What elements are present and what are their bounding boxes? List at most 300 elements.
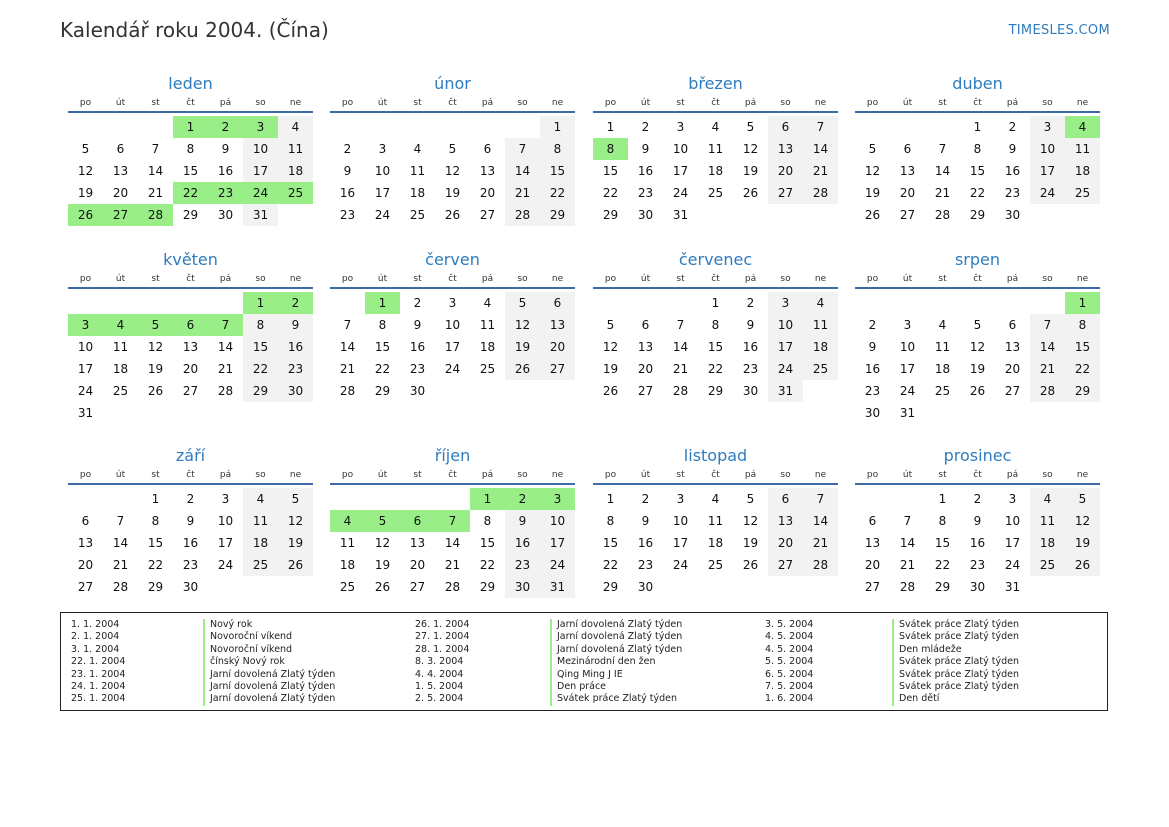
day-cell: 29 [182, 208, 199, 222]
month-title: duben [952, 74, 1003, 93]
empty-cell [733, 204, 768, 226]
empty-cell [890, 116, 925, 138]
day-cell: 21 [112, 558, 129, 572]
day-cell: 10 [768, 314, 803, 336]
day-cell: 6 [903, 142, 912, 156]
day-cell: 7 [903, 514, 912, 528]
holiday-date: 6. 5. 2004 [765, 668, 814, 680]
empty-cell [890, 488, 925, 510]
day-cell: 12 [742, 514, 759, 528]
week-row [68, 292, 313, 314]
weekday-label: st [151, 470, 160, 480]
day-cell: 2 [868, 318, 877, 332]
day-cell: 19 [444, 186, 461, 200]
weekday-label: po [79, 470, 92, 480]
day-cell: 1 [470, 488, 505, 510]
weekday-header [593, 272, 838, 289]
day-cell: 4 [711, 120, 720, 134]
day-cell: 5 [973, 318, 982, 332]
day-cell: 10 [77, 340, 94, 354]
day-cell: 6 [483, 142, 492, 156]
holiday-name: Svátek práce Zlatý týden [899, 619, 1019, 630]
weekday-label: út [115, 274, 126, 284]
day-cell: 20 [1004, 362, 1021, 376]
day-cell: 13 [540, 314, 575, 336]
day-cell: 12 [864, 164, 881, 178]
week-row [855, 314, 1100, 336]
day-cell: 18 [112, 362, 129, 376]
day-cell: 26 [969, 384, 986, 398]
week-row [855, 510, 1100, 532]
day-cell: 2 [413, 296, 422, 310]
day-cell: 28 [899, 580, 916, 594]
week-row [855, 160, 1100, 182]
day-cell: 22 [540, 182, 575, 204]
month-title: listopad [683, 446, 748, 465]
day-cell: 6 [768, 488, 803, 510]
month-září [68, 444, 313, 598]
weekday-label: so [1042, 98, 1053, 108]
empty-cell [330, 116, 365, 138]
day-cell: 28 [803, 182, 838, 204]
holiday-date: 26. 1. 2004 [415, 619, 470, 630]
holiday-date: 2. 1. 2004 [71, 631, 120, 643]
day-cell: 18 [479, 340, 496, 354]
month-prosinec [855, 444, 1100, 598]
empty-cell [278, 204, 313, 226]
day-cell: 8 [593, 138, 628, 160]
month-title: prosinec [943, 446, 1012, 465]
day-cell: 19 [374, 558, 391, 572]
day-cell: 17 [899, 362, 916, 376]
weekday-label: út [115, 98, 126, 108]
empty-cell [435, 116, 470, 138]
day-cell: 20 [768, 532, 803, 554]
day-cell: 9 [505, 510, 540, 532]
day-cell: 3 [903, 318, 912, 332]
weekday-label: so [780, 98, 791, 108]
holiday-name: Den mládeže [899, 643, 962, 655]
day-cell: 31 [899, 406, 916, 420]
day-cell: 27 [864, 580, 881, 594]
day-cell: 24 [217, 558, 234, 572]
weekday-label: ne [551, 98, 564, 108]
day-cell: 2 [746, 296, 755, 310]
week-row [593, 292, 838, 314]
weekday-label: po [79, 98, 92, 108]
holiday-date: 1. 6. 2004 [765, 693, 814, 705]
weekday-label: ne [551, 274, 564, 284]
empty-cell [925, 116, 960, 138]
day-cell: 5 [138, 314, 173, 336]
day-cell: 17 [1004, 536, 1021, 550]
week-row [68, 358, 313, 380]
day-cell: 28 [1030, 380, 1065, 402]
weekday-label: so [1042, 274, 1053, 284]
empty-cell [365, 116, 400, 138]
day-cell: 23 [1004, 186, 1021, 200]
empty-cell [925, 292, 960, 314]
week-row [68, 554, 313, 576]
day-cell: 12 [969, 340, 986, 354]
month-title: září [175, 446, 206, 465]
day-cell: 28 [138, 204, 173, 226]
day-cell: 4 [330, 510, 365, 532]
day-cell: 4 [278, 116, 313, 138]
day-cell: 2 [1008, 120, 1017, 134]
day-cell: 30 [637, 208, 654, 222]
day-cell: 2 [641, 120, 650, 134]
week-row [330, 204, 575, 226]
day-cell: 1 [243, 292, 278, 314]
empty-cell [365, 488, 400, 510]
holiday-date: 25. 1. 2004 [71, 693, 126, 705]
day-cell: 19 [969, 362, 986, 376]
week-row [593, 182, 838, 204]
day-cell: 15 [182, 164, 199, 178]
weekday-header [855, 272, 1100, 289]
day-cell: 25 [1065, 182, 1100, 204]
weekday-label: čt [973, 470, 982, 480]
day-cell: 13 [768, 138, 803, 160]
day-cell: 9 [413, 318, 422, 332]
week-row [68, 532, 313, 554]
weekday-label: st [413, 470, 422, 480]
day-cell: 4 [413, 142, 422, 156]
day-cell: 7 [116, 514, 125, 528]
empty-cell [855, 116, 890, 138]
day-cell: 13 [182, 340, 199, 354]
day-cell: 4 [103, 314, 138, 336]
day-cell: 14 [505, 160, 540, 182]
day-cell: 29 [147, 580, 164, 594]
empty-cell [803, 204, 838, 226]
day-cell: 18 [243, 532, 278, 554]
week-row [68, 116, 313, 138]
day-cell: 25 [479, 362, 496, 376]
day-cell: 7 [505, 138, 540, 160]
holiday-date: 2. 5. 2004 [415, 693, 464, 705]
day-cell: 3 [243, 116, 278, 138]
day-cell: 21 [803, 160, 838, 182]
day-cell: 12 [278, 510, 313, 532]
month-březen [593, 72, 838, 226]
empty-cell [173, 292, 208, 314]
day-cell: 22 [243, 358, 278, 380]
day-cell: 31 [768, 380, 803, 402]
day-cell: 7 [938, 142, 947, 156]
day-cell: 20 [112, 186, 129, 200]
day-cell: 11 [803, 314, 838, 336]
weekday-label: ne [289, 470, 302, 480]
day-cell: 28 [217, 384, 234, 398]
day-cell: 26 [444, 208, 461, 222]
day-cell: 23 [208, 182, 243, 204]
day-cell: 14 [339, 340, 356, 354]
day-cell: 3 [768, 292, 803, 314]
day-cell: 20 [77, 558, 94, 572]
holiday-name: Jarní dovolená Zlatý týden [557, 631, 683, 643]
empty-cell [733, 576, 768, 598]
weekday-header [593, 96, 838, 113]
day-cell: 22 [707, 362, 724, 376]
day-cell: 6 [400, 510, 435, 532]
day-cell: 31 [77, 406, 94, 420]
holiday-dates-column [765, 619, 813, 706]
day-cell: 19 [1065, 532, 1100, 554]
day-cell: 13 [1004, 340, 1021, 354]
empty-cell [278, 402, 313, 424]
day-cell: 8 [606, 514, 615, 528]
holiday-date: 28. 1. 2004 [415, 643, 470, 655]
day-cell: 30 [505, 576, 540, 598]
day-cell: 1 [1065, 292, 1100, 314]
empty-cell [138, 292, 173, 314]
day-cell: 12 [147, 340, 164, 354]
empty-cell [68, 116, 103, 138]
weekday-label: čt [186, 470, 195, 480]
day-cell: 11 [1030, 510, 1065, 532]
day-cell: 12 [374, 536, 391, 550]
week-row [855, 380, 1100, 402]
day-cell: 6 [641, 318, 650, 332]
holiday-name: Qing Ming J IE [557, 668, 623, 680]
day-cell: 30 [969, 580, 986, 594]
week-row [855, 336, 1100, 358]
day-cell: 23 [742, 362, 759, 376]
site-link[interactable]: TIMESLES.COM [1008, 23, 1110, 38]
weekday-label: ne [814, 470, 827, 480]
week-row [855, 532, 1100, 554]
day-cell: 14 [934, 164, 951, 178]
weekday-header [68, 468, 313, 485]
day-cell: 27 [768, 554, 803, 576]
day-cell: 14 [803, 138, 838, 160]
empty-cell [1030, 292, 1065, 314]
weekday-label: ne [814, 274, 827, 284]
empty-cell [890, 292, 925, 314]
month-červen [330, 248, 575, 402]
weekday-header [330, 96, 575, 113]
day-cell: 16 [217, 164, 234, 178]
day-cell: 14 [217, 340, 234, 354]
empty-cell [103, 488, 138, 510]
day-cell: 13 [637, 340, 654, 354]
holiday-name: Novoroční víkend [210, 643, 293, 655]
day-cell: 14 [672, 340, 689, 354]
day-cell: 11 [1065, 138, 1100, 160]
day-cell: 22 [147, 558, 164, 572]
month-title: červen [425, 250, 480, 269]
day-cell: 13 [77, 536, 94, 550]
holiday-date: 7. 5. 2004 [765, 680, 814, 692]
day-cell: 1 [606, 120, 615, 134]
empty-cell [138, 116, 173, 138]
empty-cell [593, 292, 628, 314]
day-cell: 30 [409, 384, 426, 398]
weekday-label: st [676, 98, 685, 108]
day-cell: 21 [1030, 358, 1065, 380]
holiday-name: Svátek práce Zlatý týden [557, 693, 677, 705]
day-cell: 24 [899, 384, 916, 398]
day-cell: 22 [1065, 358, 1100, 380]
day-cell: 15 [479, 536, 496, 550]
week-row [68, 402, 313, 424]
day-cell: 15 [602, 536, 619, 550]
empty-cell [208, 402, 243, 424]
week-row [68, 138, 313, 160]
day-cell: 23 [278, 358, 313, 380]
holiday-names-column [203, 619, 335, 706]
week-row [330, 336, 575, 358]
day-cell: 13 [479, 164, 496, 178]
day-cell: 20 [864, 558, 881, 572]
weekday-label: po [866, 470, 879, 480]
holiday-name: Svátek práce Zlatý týden [899, 680, 1019, 692]
month-leden [68, 72, 313, 226]
empty-cell [103, 402, 138, 424]
weekday-label: út [377, 98, 388, 108]
week-row [330, 138, 575, 160]
weekday-header [593, 468, 838, 485]
empty-cell [855, 292, 890, 314]
day-cell: 30 [1004, 208, 1021, 222]
day-cell: 11 [707, 514, 724, 528]
weekday-label: po [341, 98, 354, 108]
day-cell: 14 [899, 536, 916, 550]
day-cell: 5 [746, 492, 755, 506]
day-cell: 11 [339, 536, 356, 550]
week-row [68, 380, 313, 402]
weekday-label: ne [1076, 98, 1089, 108]
day-cell: 28 [505, 204, 540, 226]
day-cell: 28 [339, 384, 356, 398]
empty-cell [960, 292, 995, 314]
weekday-label: po [341, 470, 354, 480]
empty-cell [470, 116, 505, 138]
day-cell: 18 [1065, 160, 1100, 182]
day-cell: 19 [864, 186, 881, 200]
day-cell: 24 [672, 558, 689, 572]
holiday-date: 27. 1. 2004 [415, 631, 470, 643]
weekday-label: so [517, 274, 528, 284]
day-cell: 24 [1004, 558, 1021, 572]
week-row [330, 314, 575, 336]
day-cell: 21 [217, 362, 234, 376]
weekday-label: po [866, 98, 879, 108]
month-duben [855, 72, 1100, 226]
empty-cell [435, 488, 470, 510]
day-cell: 23 [637, 558, 654, 572]
day-cell: 8 [938, 514, 947, 528]
weekday-label: čt [186, 98, 195, 108]
day-cell: 13 [112, 164, 129, 178]
empty-cell [925, 402, 960, 424]
empty-cell [330, 488, 365, 510]
weekday-label: st [938, 274, 947, 284]
day-cell: 19 [602, 362, 619, 376]
day-cell: 11 [479, 318, 496, 332]
weekday-header [330, 272, 575, 289]
week-row [593, 314, 838, 336]
empty-cell [995, 402, 1030, 424]
weekday-header [68, 272, 313, 289]
day-cell: 26 [147, 384, 164, 398]
holiday-names-column [892, 619, 1019, 706]
week-row [593, 532, 838, 554]
holiday-date: 23. 1. 2004 [71, 668, 126, 680]
day-cell: 13 [768, 510, 803, 532]
holiday-date: 8. 3. 2004 [415, 656, 464, 668]
week-row [68, 204, 313, 226]
day-cell: 11 [243, 510, 278, 532]
day-cell: 10 [444, 318, 461, 332]
weekday-label: so [255, 274, 266, 284]
day-cell: 26 [374, 580, 391, 594]
day-cell: 30 [278, 380, 313, 402]
day-cell: 3 [378, 142, 387, 156]
day-cell: 8 [243, 314, 278, 336]
day-cell: 20 [540, 336, 575, 358]
month-title: leden [168, 74, 213, 93]
day-cell: 17 [77, 362, 94, 376]
weekday-label: čt [448, 274, 457, 284]
day-cell: 27 [479, 208, 496, 222]
day-cell: 17 [217, 536, 234, 550]
day-cell: 22 [173, 182, 208, 204]
weekday-label: čt [448, 470, 457, 480]
weekday-label: st [413, 274, 422, 284]
day-cell: 16 [969, 536, 986, 550]
week-row [593, 336, 838, 358]
day-cell: 15 [602, 164, 619, 178]
weekday-label: čt [711, 98, 720, 108]
weekday-label: út [377, 274, 388, 284]
day-cell: 29 [1065, 380, 1100, 402]
weekday-label: so [780, 274, 791, 284]
day-cell: 13 [409, 536, 426, 550]
day-cell: 17 [768, 336, 803, 358]
day-cell: 16 [409, 340, 426, 354]
day-cell: 30 [637, 580, 654, 594]
empty-cell [243, 402, 278, 424]
weekday-label: út [640, 470, 651, 480]
day-cell: 12 [444, 164, 461, 178]
holiday-name: Nový rok [210, 619, 253, 630]
weekday-label: čt [973, 274, 982, 284]
day-cell: 14 [1030, 336, 1065, 358]
week-row [593, 554, 838, 576]
day-cell: 20 [637, 362, 654, 376]
month-únor [330, 72, 575, 226]
day-cell: 27 [103, 204, 138, 226]
day-cell: 16 [742, 340, 759, 354]
day-cell: 10 [899, 340, 916, 354]
empty-cell [1030, 204, 1065, 226]
weekday-label: pá [1006, 470, 1019, 480]
day-cell: 4 [483, 296, 492, 310]
day-cell: 27 [409, 580, 426, 594]
day-cell: 13 [864, 536, 881, 550]
week-row [855, 402, 1100, 424]
day-cell: 22 [479, 558, 496, 572]
day-cell: 6 [116, 142, 125, 156]
weekday-label: ne [1076, 274, 1089, 284]
day-cell: 1 [973, 120, 982, 134]
month-title: červenec [678, 250, 753, 269]
day-cell: 25 [1030, 554, 1065, 576]
weekday-label: st [938, 470, 947, 480]
